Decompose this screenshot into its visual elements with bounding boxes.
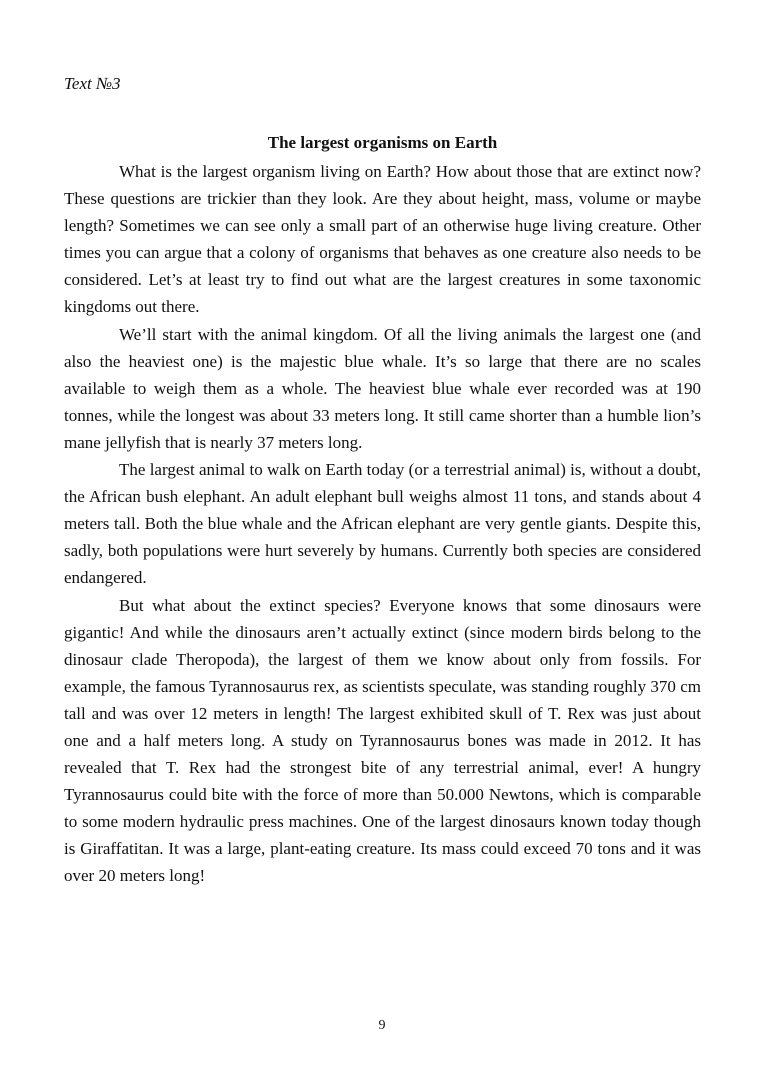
paragraph-elephant: The largest animal to walk on Earth today (or a terrestrial animal) is, without a doubt, the African bush elephant. An adult elephant bull weighs almost 11 tons, and stands about 4 meters tall. Both the blue whale and the African elephant are very gentle giants. Despite this, sadly, both populations were hurt severely by humans. Currently both species are considered endangered. <box>64 460 701 588</box>
article-body <box>64 128 701 890</box>
article-title: The largest organisms on Earth <box>267 133 498 152</box>
page-number: 9 <box>378 1018 386 1033</box>
paragraph-intro: What is the largest organism living on Earth? How about those that are extinct now? These questions are trickier than they look. Are they about height, mass, volume or maybe length? Sometimes we can see only a small part of an otherwise huge living creature. Other times you can argue that a colony of organisms that behaves as one creature also needs to be considered. Let’s at least try to find out what are the largest creatures in some taxonomic kingdoms out there. <box>64 162 701 317</box>
paragraph-dinosaurs: But what about the extinct species? Everyone knows that some dinosaurs were gigantic! And while the dinosaurs aren’t actually extinct (since modern birds belong to the dinosaur clade Theropoda), the largest of them we know about only from fossils. For example, the famous Tyrannosaurus rex, as scientists speculate, was standing roughly 370 cm tall and was over 12 meters in length! The largest exhibited skull of T. Rex was just about one and a half meters long. A study on Tyrannosaurus bones was made in 2012. It has revealed that T. Rex had the strongest bite of any terrestrial animal, ever! A hungry Tyrannosaurus could bite with the force of more than 50.000 Newtons, which is comparable to some modern hydraulic press machines. One of the largest dinosaurs known today though is Giraffatitan. It was a large, plant-eating creature. Its mass could exceed 70 tons and it was over 20 meters long! <box>64 595 701 886</box>
text-number-label: Text №3 <box>64 74 121 93</box>
paragraph-animal-kingdom: We’ll start with the animal kingdom. Of all the living animals the largest one (and also the heaviest one) is the majestic blue whale. It’s so large that there are no scales available to weigh them as a whole. The heaviest blue whale ever recorded was at 190 tonnes, while the longest was about 33 meters long. It still came shorter than a humble lion’s mane jellyfish that is nearly 37 meters long. <box>64 324 701 452</box>
